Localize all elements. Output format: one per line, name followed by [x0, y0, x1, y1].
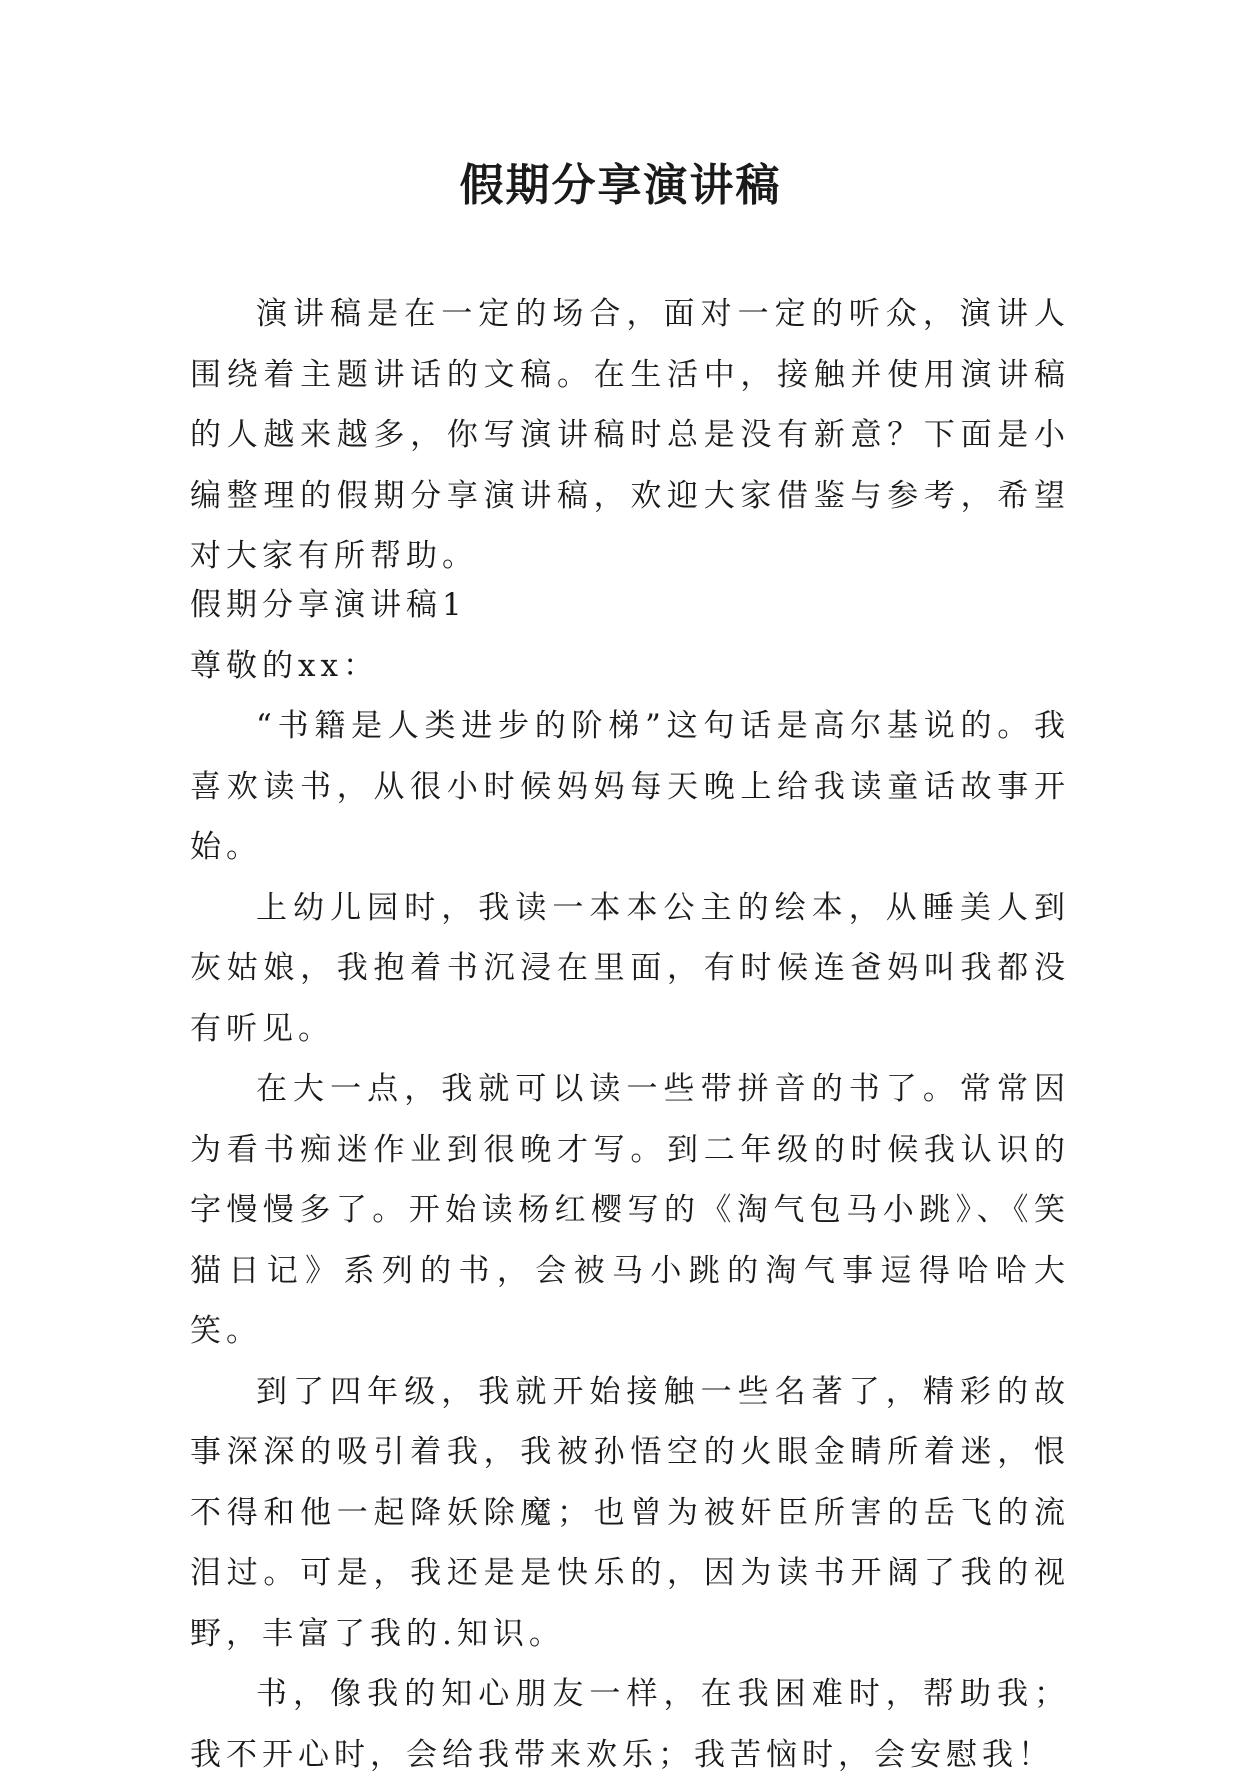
section-1 [190, 575, 1070, 1785]
body-paragraph-1: “书籍是人类进步的阶梯”这句话是高尔基说的。我喜欢读书，从很小时候妈妈每天晚上给我读童话故事开始。 [190, 708, 1070, 865]
body-paragraph-5: 书，像我的知心朋友一样，在我困难时，帮助我；我不开心时，会给我带来欢乐；我苦恼时，会安慰我！ [190, 1676, 1070, 1773]
document-title: 假期分享演讲稿 [459, 160, 782, 211]
body-paragraph-4: 到了四年级，我就开始接触一些名著了，精彩的故事深深的吸引着我，我被孙悟空的火眼金睛所着迷，恨不得和他一起降妖除魔；也曾为被奸臣所害的岳飞的流泪过。可是，我还是是快乐的，因为读书开阔了我的视野，丰富了我的.知识。 [190, 1373, 1070, 1652]
body-paragraph-3: 在大一点，我就可以读一些带拼音的书了。常常因为看书痴迷作业到很晚才写。到二年级的时候我认识的字慢慢多了。开始读杨红樱写的《淘气包马小跳》、《笑猫日记》系列的书，会被马小跳的淘气事逗得哈哈大笑。 [190, 1071, 1070, 1349]
body-paragraph-2: 上幼儿园时，我读一本本公主的绘本，从睡美人到灰姑娘，我抱着书沉浸在里面，有时候连爸妈叫我都没有听见。 [190, 889, 1070, 1047]
intro-paragraph: 演讲稿是在一定的场合，面对一定的听众，演讲人围绕着主题讲话的文稿。在生活中，接触并使用演讲稿的人越来越多，你写演讲稿时总是没有新意？下面是小编整理的假期分享演讲稿，欢迎大家借鉴与参考，希望对大家有所帮助。 [190, 296, 1070, 574]
intro-block [190, 284, 1070, 587]
salutation: 尊敬的xx： [190, 647, 379, 684]
section-heading: 假期分享演讲稿1 [190, 587, 467, 623]
